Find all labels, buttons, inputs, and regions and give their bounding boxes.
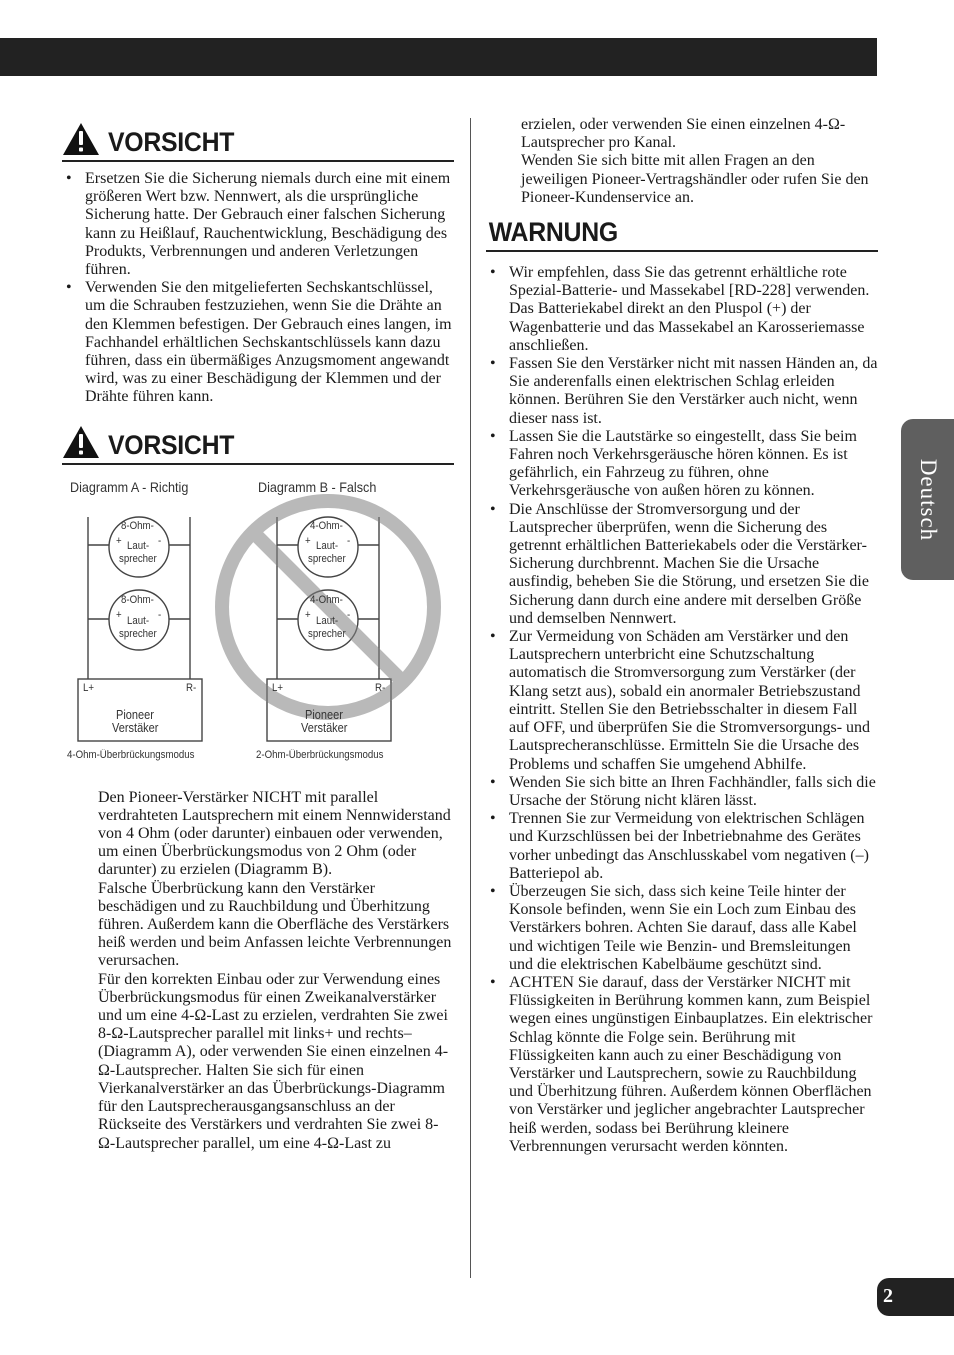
list-item: • Lassen Sie die Lautstärke so eingestellt, dass Sie beim Fahren noch Verkehrsgeräusche hören können. Es ist gefährlich, ein Fahrzeug zu führen, ohne Verkehrsgeräusche von außen hören zu können. (486, 428, 878, 501)
header-bar (0, 38, 877, 76)
terminal-l-label: L+ (83, 681, 95, 694)
warnung-heading (486, 219, 878, 252)
diagram-a-label: Diagramm A - Richtig (70, 478, 189, 495)
warnung-title: WARNUNG (488, 217, 618, 248)
vorsicht-body (62, 789, 454, 1153)
warnung-list (486, 264, 878, 1156)
body-paragraph: erzielen, oder verwenden Sie einen einzelnen 4-Ω-Lautsprecher pro Kanal. (521, 116, 846, 152)
list-item: • Zur Vermeidung von Schäden am Verstärker und den Lautsprechern unterbricht eine Schutzschaltung automatisch die Stromversorgung zum Verstärker (der Klang setzt aus), sobald ein anormaler Betriebszustand eintritt. Stellen Sie den Betriebsschalter in diesem Fall auf OFF, und überprüfen Sie die Stromversorgungs- und Lautsprecheranschlüsse. Ermitteln Sie die Ursache des Problems und schaffen Sie umgehend Abhilfe. (486, 628, 878, 774)
diagram-b-caption: 2-Ohm-Überbrückungsmodus (256, 748, 384, 761)
body-paragraph: Falsche Überbrückung kann den Verstärker beschädigen und zu Rauchbildung und Überhitzung führen. Außerdem kann die Oberfläche des Verstärkers heiß werden und beim Anfassen leichte Verbrennungen verursachen. (98, 879, 452, 970)
language-tab-label: Deutsch (915, 458, 941, 541)
page-number-tab (877, 1278, 954, 1316)
list-item: • Wir empfehlen, dass Sie das getrennt erhältliche rote Spezial-Batterie- und Massekabel [RD-228] verwenden. Das Batteriekabel direkt an den Pluspol (+) der Wagenbatterie und das Massekabel an Karosseriemasse anschließen. (486, 264, 878, 355)
speaker-plus: + (305, 608, 311, 621)
page-number: 2 (883, 1285, 893, 1307)
list-item: • ACHTEN Sie darauf, dass der Verstärker NICHT mit Flüssigkeiten in Berührung kommen kann, zum Beispiel wegen eines ungünstigen Einbauplatzes. Ein elektrischer Schlag könnte die Folge sein. Berührung mit Flüssigkeiten kann auch zu einer Beschädigung von Verstärker und Lautsprechern, sowie zu Rauchbildung und Überhitzung führen. Außerdem können Oberflächen von Verstärker und jeglicher angebrachter Lautsprecher heiß werden, sodass bei Berührung kleinere Verbrennungen verursacht werden könnten. (486, 974, 878, 1156)
list-item: • Fassen Sie den Verstärker nicht mit nassen Händen an, da Sie anderenfalls einen elektrischen Schlag erleiden können. Berühren Sie den Verstärker auch nicht, wenn dieser nass ist. (486, 355, 878, 428)
language-tab (901, 419, 954, 580)
speaker-label-1: Laut- (127, 614, 150, 627)
list-item: • Verwenden Sie den mitgelieferten Sechskantschlüssel, um die Schrauben festzuziehen, wenn Sie die Drähte an den Klemmen befestigen. Der Gebrauch eines langen, im Fachhandel erhältlichen Sechskantschlüssels kann dazu führen, dass ein übermäßiges Anzugsmoment angewandt wird, was zu einer Beschädigung der Klemmen und der Drähte führen kann. (62, 279, 454, 406)
terminal-r-label: R- (375, 681, 386, 694)
column-divider (470, 118, 471, 1278)
terminal-l-label: L+ (272, 681, 284, 694)
body-paragraph: Den Pioneer-Verstärker NICHT mit parallel verdrahteten Lautsprechern mit einem Nennwiderstand von 4 Ohm (oder darunter) einbauen oder verwenden, um einen Überbrückungsmodus von 2 Ohm (oder darunter) zu erzielen (Diagramm B). (98, 788, 451, 879)
vorsicht-title-2: VORSICHT (108, 429, 235, 460)
amp-label-1: Pioneer (116, 707, 154, 722)
list-item: • Trennen Sie zur Vermeidung von elektrischen Schlägen und Kurzschlüssen bei der Inbetriebnahme des Gerätes vorher unbedingt das Anschlusskabel vom negativen (–) Batteriepol ab. (486, 810, 878, 883)
amp-label-1: Pioneer (305, 707, 343, 722)
body-paragraph: Wenden Sie sich bitte mit allen Fragen an den jeweiligen Pioneer-Vertragshändler oder rufen Sie den Pioneer-Kundenservice an. (521, 152, 869, 206)
speaker-minus: - (158, 534, 162, 547)
vorsicht-title-1: VORSICHT (108, 127, 235, 157)
speaker-plus: + (305, 534, 311, 547)
speaker-ohm-label: 8-Ohm- (121, 519, 154, 532)
diagram-a-caption: 4-Ohm-Überbrückungsmodus (67, 748, 195, 761)
speaker-ohm-label: 4-Ohm- (310, 519, 343, 532)
amp-label-2: Verstäker (301, 720, 348, 735)
speaker-plus: + (116, 534, 122, 547)
speaker-ohm-label: 8-Ohm- (121, 593, 154, 606)
left-column (62, 118, 454, 1153)
list-item: • Die Anschlüsse der Stromversorgung und der Lautsprecher überprüfen, wenn die Sicherung des getrennt erhältlichen Batteriekabels oder die Verstärker-Sicherung durchbrennt. Machen Sie die Ursache ausfindig, beheben Sie die Störung, und ersetzen Sie die Sicherung dann durch eine andere mit derselben Größe und demselben Nennwert. (486, 501, 878, 628)
speaker-label-2: sprecher (308, 552, 346, 565)
list-item: • Ersetzen Sie die Sicherung niemals durch eine mit einem größeren Wert bzw. Nennwert, als die ursprüngliche Sicherung hatte. Der Gebrauch einer falschen Sicherung kann zu Heißlauf, Rauchentwicklung, Beschädigung des Produkts, Verbrennungen und anderen Verletzungen führen. (62, 170, 454, 279)
speaker-label-1: Laut- (316, 614, 339, 627)
speaker-label-2: sprecher (308, 627, 346, 640)
amp-label-2: Verstäker (112, 720, 159, 735)
speaker-minus: - (347, 534, 351, 547)
speaker-label-1: Laut- (127, 539, 150, 552)
speaker-label-2: sprecher (119, 552, 157, 565)
vorsicht-heading-1 (62, 122, 454, 162)
vorsicht-list-1 (62, 170, 454, 407)
right-column (486, 116, 878, 1156)
diagram-b-label: Diagramm B - Falsch (258, 478, 377, 495)
wiring-diagram (62, 477, 454, 767)
vorsicht-heading-2 (62, 425, 454, 465)
speaker-ohm-label: 4-Ohm- (310, 593, 343, 606)
speaker-label-2: sprecher (119, 627, 157, 640)
body-paragraph: Für den korrekten Einbau oder zur Verwendung eines Überbrückungsmodus für einen Zweikanalverstärker und um eine 4-Ω-Last zu erzielen, verdrahten Sie zwei 8-Ω-Lautsprecher parallel mit links+ und rechts– (Diagramm A), oder verwenden Sie einen einzelnen 4-Ω-Lautsprecher. Halten Sie sich für einen Vierkanalverstärker an das Überbrückungs-Diagramm für den Lautsprecherausgangsanschluss an der Rückseite des Verstärkers und verdrahten Sie zwei 8-Ω-Lautsprecher parallel, um eine 4-Ω-Last zu (98, 970, 449, 1152)
warning-triangle-icon (62, 122, 100, 156)
list-item: • Überzeugen Sie sich, dass sich keine Teile hinter der Konsole befinden, wenn Sie ein Loch zum Einbau des Verstärkers bohren. Achten Sie darauf, dass alle Kabel und wichtigen Teile wie Benzin- und Bremsleitungen und die elektrischen Kabelbäume geschützt sind. (486, 883, 878, 974)
terminal-r-label: R- (186, 681, 197, 694)
warning-triangle-icon (62, 425, 100, 459)
list-item: • Wenden Sie sich bitte an Ihren Fachhändler, falls sich die Ursache der Störung nicht klären lässt. (486, 774, 878, 810)
speaker-minus: - (347, 608, 351, 621)
speaker-plus: + (116, 608, 122, 621)
speaker-label-1: Laut- (316, 539, 339, 552)
speaker-minus: - (158, 608, 162, 621)
